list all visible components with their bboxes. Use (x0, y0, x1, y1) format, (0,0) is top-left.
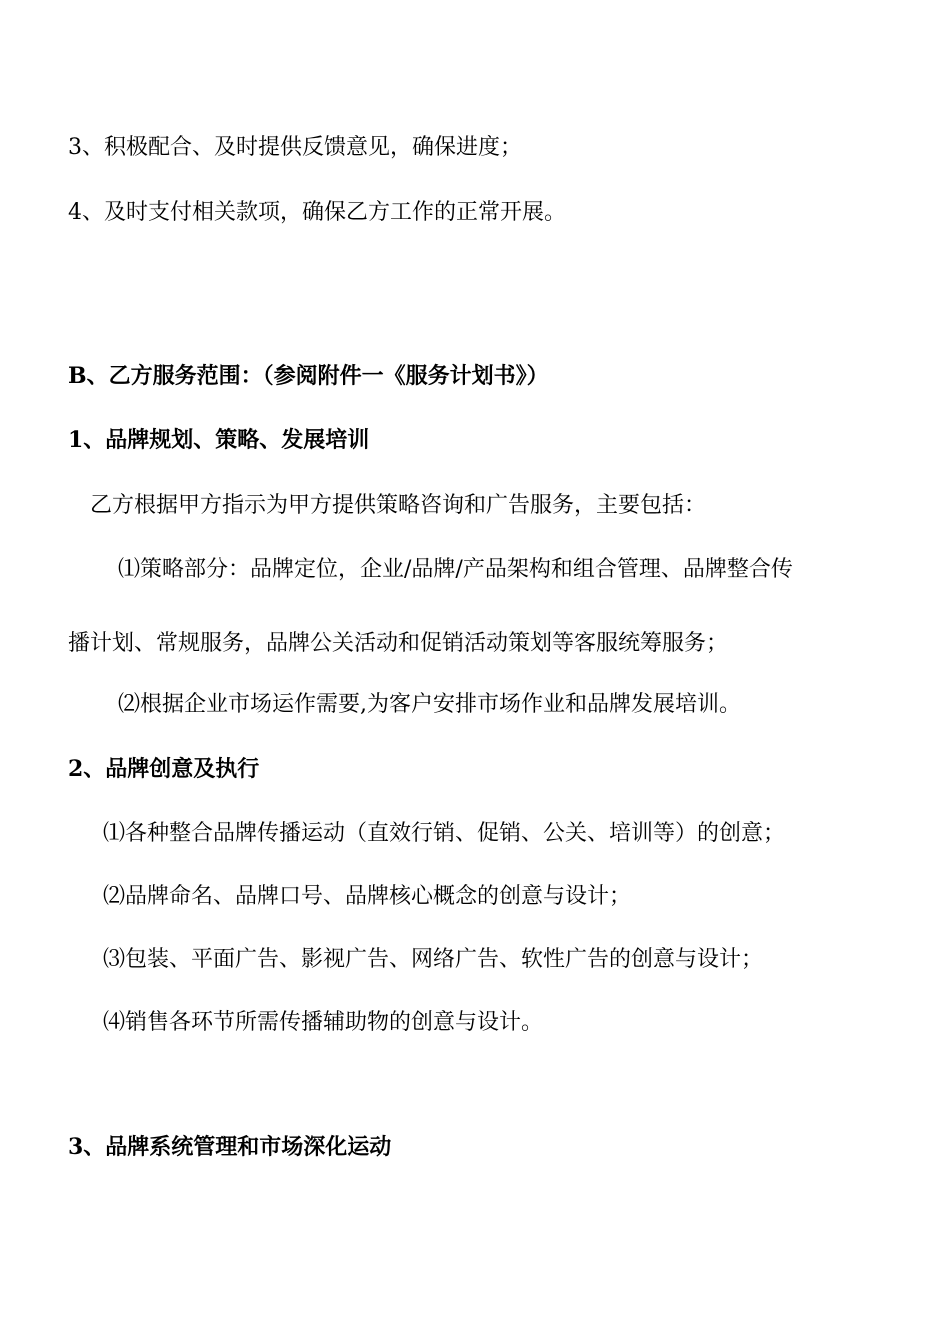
section-2-item-4: ⑷销售各环节所需传播辅助物的创意与设计。 (103, 1010, 544, 1035)
section-3-heading: 3、品牌系统管理和市场深化运动 (68, 1134, 392, 1160)
clause-a3: 3、积极配合、及时提供反馈意见，确保进度； (68, 135, 522, 160)
section-2-heading: 2、品牌创意及执行 (68, 756, 260, 782)
section-b-heading: B、乙方服务范围：（参阅附件一《服务计划书》） (68, 363, 549, 389)
section-2-item-2: ⑵品牌命名、品牌口号、品牌核心概念的创意与设计； (103, 884, 632, 909)
section-1-item-2: ⑵根据企业市场运作需要,为客户安排市场作业和品牌发展培训。 (118, 692, 741, 717)
section-1-item-1-line-2: 播计划、常规服务，品牌公关活动和促销活动策划等客服统筹服务； (68, 631, 729, 656)
section-2-item-3: ⑶包装、平面广告、影视广告、网络广告、软性广告的创意与设计； (103, 947, 764, 972)
section-2-item-1: ⑴各种整合品牌传播运动（直效行销、促销、公关、培训等）的创意； (103, 821, 786, 846)
section-1-intro: 乙方根据甲方指示为甲方提供策略咨询和广告服务，主要包括： (90, 493, 707, 518)
section-1-heading: 1、品牌规划、策略、发展培训 (68, 427, 370, 453)
clause-a4: 4、及时支付相关款项，确保乙方工作的正常开展。 (68, 200, 566, 225)
section-1-item-1-line-1: ⑴策略部分：品牌定位，企业/品牌/产品架构和组合管理、品牌整合传 (118, 557, 793, 582)
